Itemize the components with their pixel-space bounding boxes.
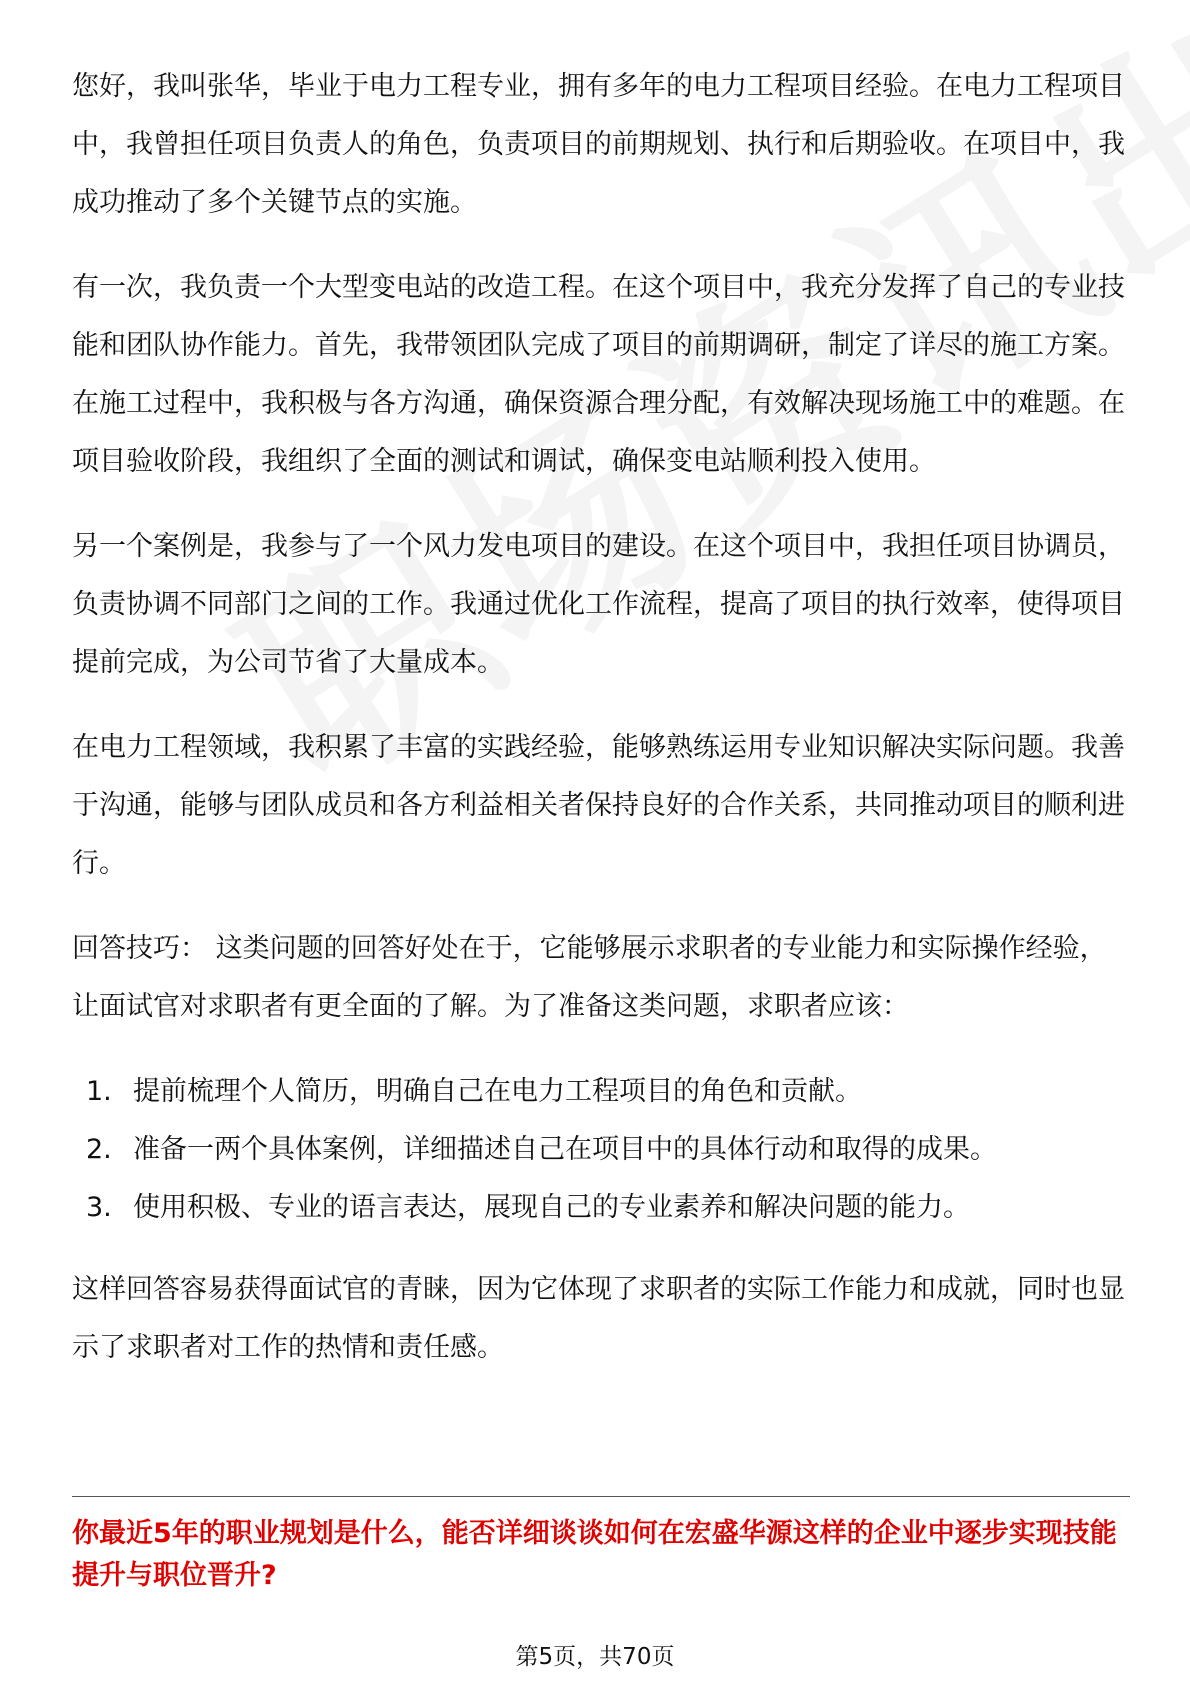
next-question-heading: 你最近5年的职业规划是什么，能否详细谈谈如何在宏盛华源这样的企业中逐步实现技能提升与职位晋升? <box>72 1518 1117 1591</box>
section-divider <box>72 1496 1130 1497</box>
list-item-number: 1. <box>86 1076 112 1107</box>
document-body <box>72 58 1130 1404</box>
list-item <box>72 1121 1130 1179</box>
paragraph-wind-power-case: 另一个案例是，我参与了一个风力发电项目的建设。在这个项目中，我担任项目协调员，负责协调不同部门之间的工作。我通过优化工作流程，提高了项目的执行效率，使得项目提前完成，为公司节省了大量成本。 <box>72 531 1125 678</box>
list-item <box>72 1063 1130 1121</box>
paragraph-closing: 这样回答容易获得面试官的青睐，因为它体现了求职者的实际工作能力和成就，同时也显示了求职者对工作的热情和责任感。 <box>72 1274 1125 1363</box>
paragraph-substation-case: 有一次，我负责一个大型变电站的改造工程。在这个项目中，我充分发挥了自己的专业技能和团队协作能力。首先，我带领团队完成了项目的前期调研，制定了详尽的施工方案。在施工过程中，我积极与各方沟通，确保资源合理分配，有效解决现场施工中的难题。在项目验收阶段，我组织了全面的测试和调试，确保变电站顺利投入使用。 <box>72 272 1125 477</box>
tips-list <box>72 1063 1130 1237</box>
page-number: 第5页，共70页 <box>515 1644 675 1670</box>
list-item-text: 提前梳理个人简历，明确自己在电力工程项目的角色和贡献。 <box>133 1076 862 1107</box>
list-item-number: 2. <box>86 1134 112 1165</box>
list-item-text: 准备一两个具体案例，详细描述自己在项目中的具体行动和取得的成果。 <box>133 1134 997 1165</box>
paragraph-intro: 您好，我叫张华，毕业于电力工程专业，拥有多年的电力工程项目经验。在电力工程项目中，我曾担任项目负责人的角色，负责项目的前期规划、执行和后期验收。在项目中，我成功推动了多个关键节点的实施。 <box>72 71 1125 218</box>
paragraph-answer-tips: 回答技巧： 这类问题的回答好处在于，它能够展示求职者的专业能力和实际操作经验，让面试官对求职者有更全面的了解。为了准备这类问题，求职者应该： <box>72 933 1107 1022</box>
paragraph-summary: 在电力工程领域，我积累了丰富的实践经验，能够熟练运用专业知识解决实际问题。我善于沟通，能够与团队成员和各方利益相关者保持良好的合作关系，共同推动项目的顺利进行。 <box>72 732 1125 879</box>
list-item-number: 3. <box>86 1192 112 1223</box>
list-item-text: 使用积极、专业的语言表达，展现自己的专业素养和解决问题的能力。 <box>133 1192 970 1223</box>
list-item <box>72 1179 1130 1237</box>
